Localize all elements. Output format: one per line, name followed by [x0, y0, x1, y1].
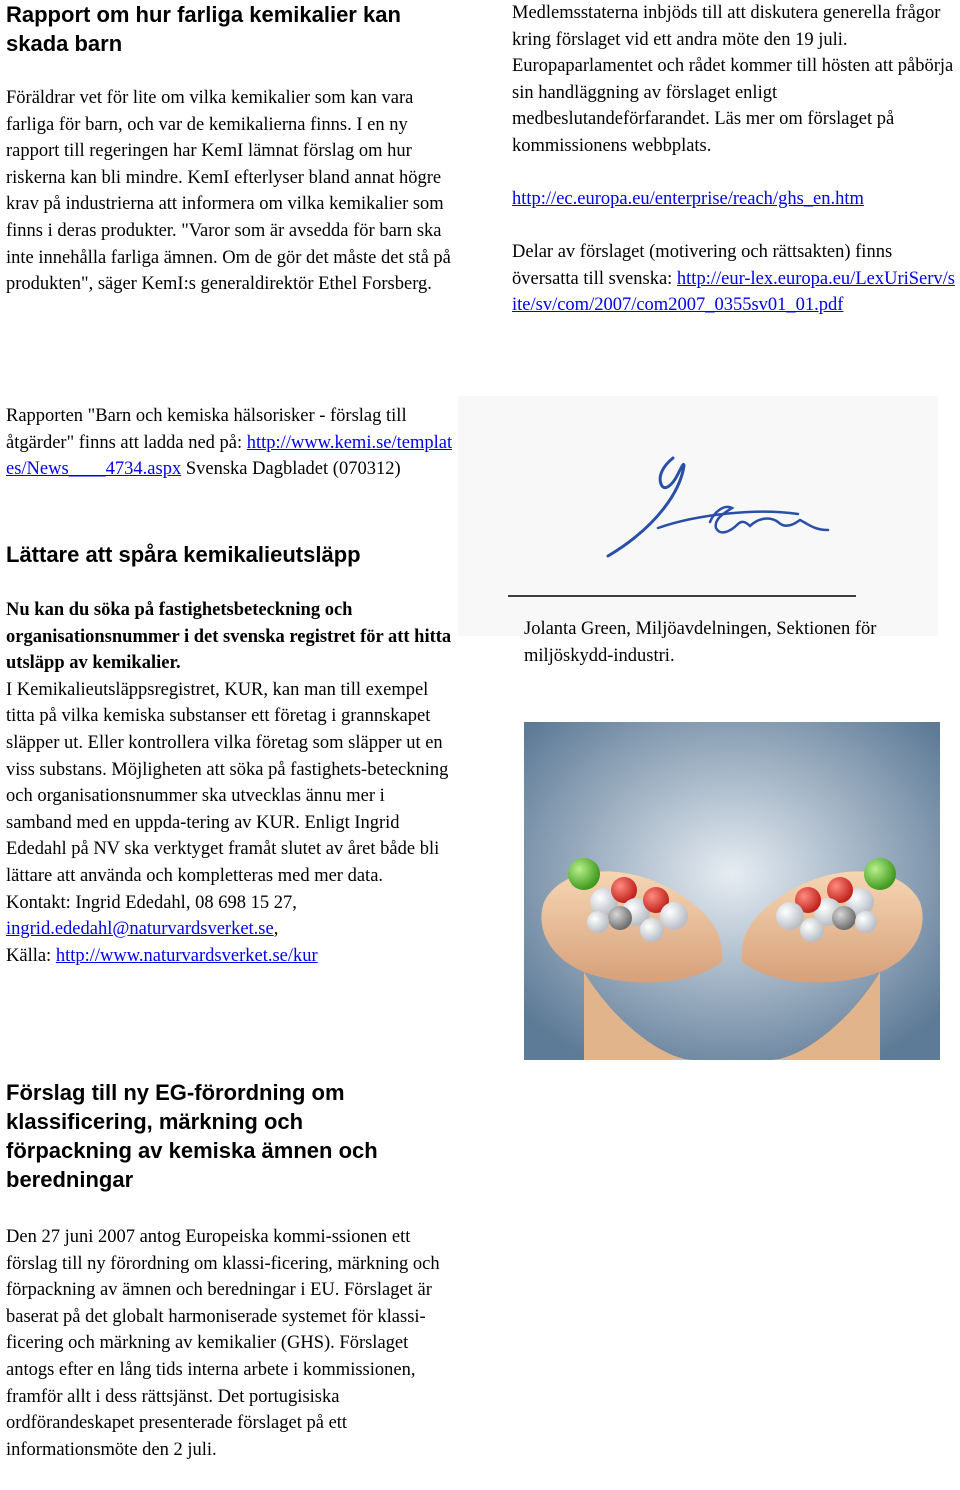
signature-caption: Jolanta Green, Miljöavdelningen, Sektionen för miljöskydd-industri.: [524, 619, 877, 666]
hands-molecule-illustration: [524, 722, 940, 1060]
article1-download: [6, 403, 454, 483]
article2-title: Lättare att spåra kemikalieutsläpp: [6, 542, 361, 567]
hands-molecule-photo: [524, 722, 940, 1060]
email-suffix: ,: [273, 919, 279, 940]
article3-body: Den 27 juni 2007 antog Europeiska kommi-ssionen ett förslag till ny förordning om klassi-ficering, märkning och förpackning av ämnen och beredningar i EU. Förslaget är baserat på det globalt harmoniserade systemet för klassi-ficering och märkning av kemikalier (GHS). Förslaget antogs efter en lång tids interna arbete i kommissionen, framför allt i dess rättsjänst. Det portugisiska ordförandeskapet presenterade förslaget på ett informationsmöte den 2 juli.: [6, 1227, 440, 1460]
translation-text: Delar av förslaget (motivering och rättsakten) finns översatta till svenska:: [512, 242, 893, 289]
article2-body: [6, 597, 452, 969]
article1-title: Rapport om hur farliga kemikalier kan skada barn: [6, 2, 401, 56]
report-link[interactable]: http://www.kemi.se/templates/News____4734.aspx: [6, 432, 453, 480]
article3-title: Förslag till ny EG-förordning om klassificering, märkning och förpackning av kemiska ämnen och beredningar: [6, 1080, 378, 1192]
report-source: Svenska Dagbladet (070312): [185, 459, 401, 480]
signature-block: [458, 396, 938, 666]
contact-text: Kontakt: Ingrid Ededahl, 08 698 15 27,: [6, 892, 297, 913]
signature-image: [458, 396, 938, 636]
download-text: Rapporten "Barn och kemiska hälsorisker - förslag till åtgärder" finns att ladda ned på:: [6, 406, 407, 453]
source-label: Källa:: [6, 945, 52, 966]
article2-text: I Kemikalieutsläppsregistret, KUR, kan man till exempel titta på vilka kemiska substanser ett företag i grannskapet släpper ut. Eller kontrollera vilka företag som släpper ut en viss substans. Möjligheten att söka på fastighets-beteckning och organisationsnummer ska utvecklas ännu mer i samband med en uppda-tering av KUR. Enligt Ingrid Ededahl på NV ska verktyget framåt slutet av året både bli lättare att använda och kompletteras med mer data.: [6, 679, 449, 886]
source-link[interactable]: http://www.naturvardsverket.se/kur: [55, 945, 318, 966]
right-para1: Medlemsstaterna inbjöds till att diskutera generella frågor kring förslaget vid ett andra möte den 19 juli. Europaparlamentet och rådet kommer till hösten att påbörja sin handläggning av förslaget enligt medbeslutandeförfarandet. Läs mer om förslaget på kommissionens webbplats.: [512, 3, 954, 156]
article1-body: Föräldrar vet för lite om vilka kemikalier som kan vara farliga för barn, och var de kemikalierna finns. I en ny rapport till regeringen har KemI lämnat förslag om hur riskerna kan bli mindre. KemI efterlyser bland annat högre krav på industrierna att informera om vilka kemikalier som finns i deras produkter. "Varor som är avsedda för barn ska inte innehålla farliga ämnen. Om de gör det måste det stå på produkten", säger KemI:s generaldirektör Ethel Forsberg.: [6, 88, 451, 295]
ghs-link[interactable]: http://ec.europa.eu/enterprise/reach/ghs_en.htm: [512, 189, 864, 209]
eurlex-link[interactable]: http://eur-lex.europa.eu/LexUriServ/site/sv/com/2007/com2007_0355sv01_01.pdf: [512, 268, 955, 316]
article2-lead: Nu kan du söka på fastighetsbeteckning och organisationsnummer i det svenska registret för att hitta utsläpp av kemikalier.: [6, 600, 452, 674]
right-para2: [512, 239, 958, 319]
article2-contact: [6, 890, 452, 970]
right-link1-row: [512, 186, 958, 213]
email-link[interactable]: ingrid.ededahl@naturvardsverket.se: [6, 919, 274, 940]
